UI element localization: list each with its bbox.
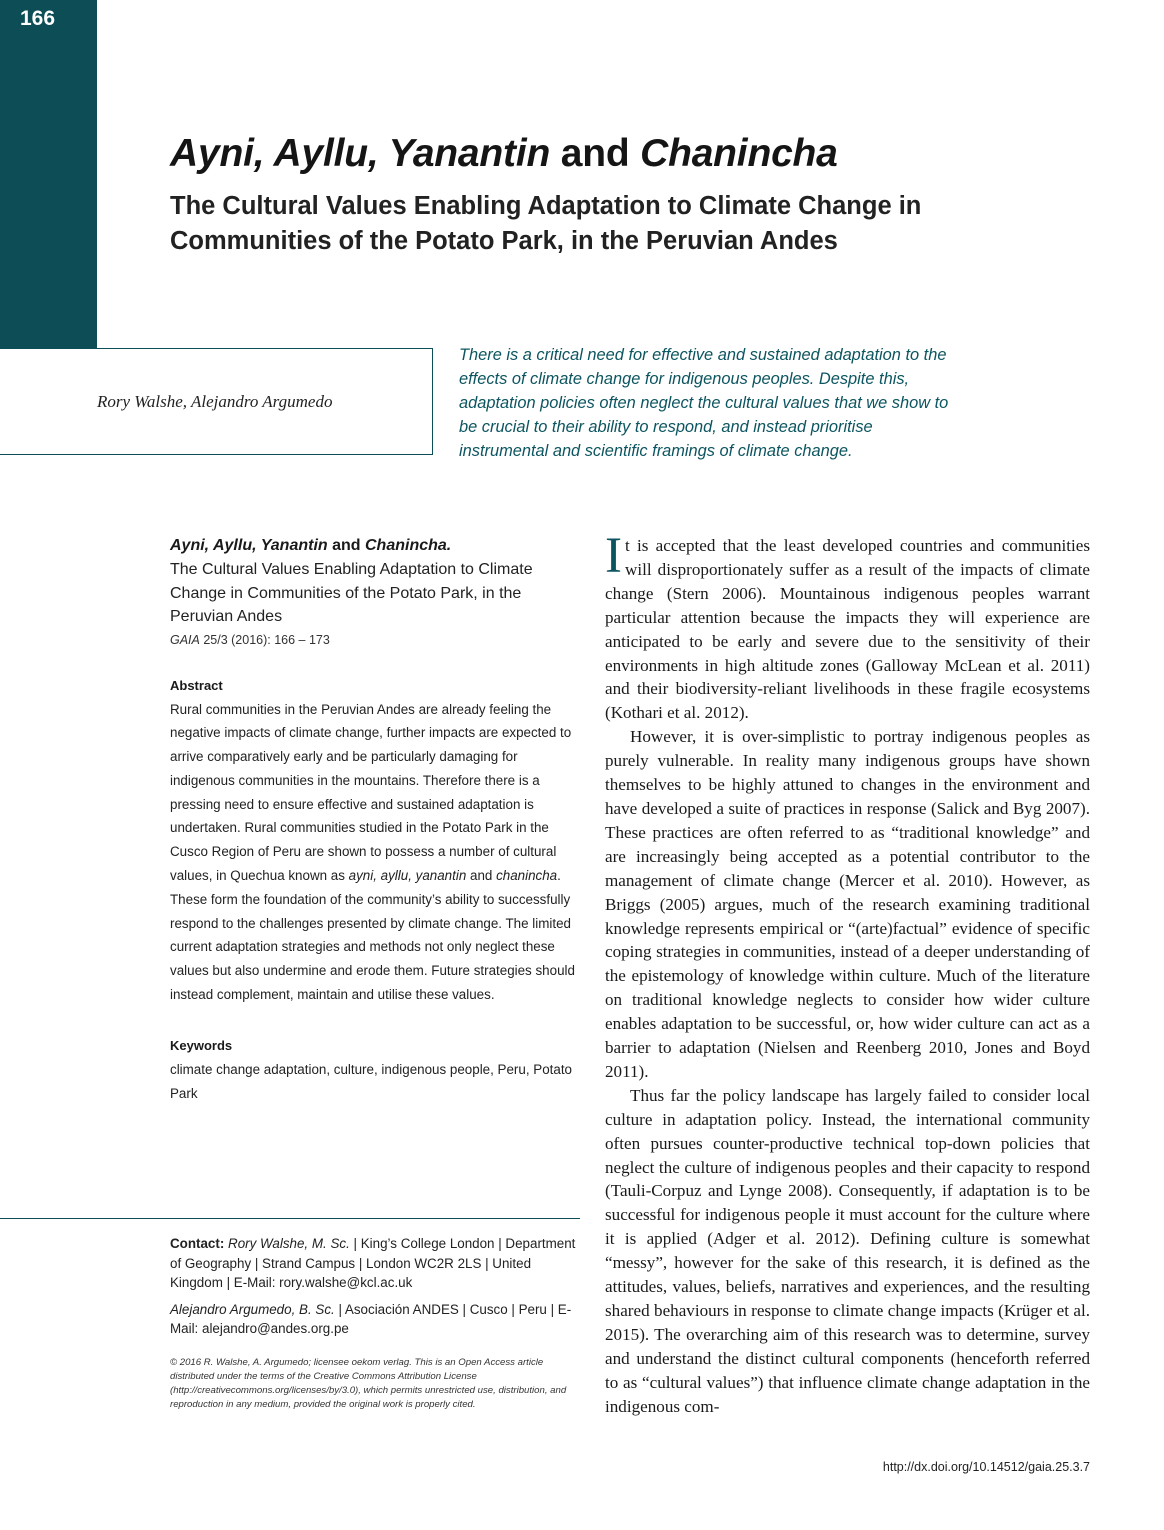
article-subtitle: The Cultural Values Enabling Adaptation to Climate Change in Communities of the Potato Park, in the Peruvian Andes	[170, 192, 922, 255]
reference-title	[170, 534, 585, 558]
contact-author-1	[170, 1234, 585, 1293]
reference-title-terms: Ayni, Ayllu, Yanantin	[170, 537, 328, 554]
body-paragraph-1	[605, 528, 1090, 725]
keywords-text: climate change adaptation, culture, indigenous people, Peru, Potato Park	[170, 1061, 572, 1101]
tagline: There is a critical need for effective and sustained adaptation to the effects of climate change for indigenous peoples. Despite this, adaptation policies often neglect the cultural values that we show to be crucial to their ability to respond, and instead prioritise instrumental and scientific framings of climate change.	[459, 346, 949, 460]
header-color-block	[0, 0, 97, 349]
body-paragraph-2: However, it is over-simplistic to portray indigenous peoples as purely vulnerable. In reality many indigenous groups have shown themselves to be highly attuned to changes in the environment and have developed a suite of practices in response (Salick and Byg 2007). These practices are often referred to as “traditional knowledge” and are increasingly being accepted as a potential contributor to the management of climate change (Mercer et al. 2010). However, as Briggs (2005) argues, much of the research examining traditional knowledge represents empirical or “(arte)factual” evidence of specific coping strategies in communities, instead of a deeper understanding of the epistemology of knowledge within culture. Much of the literature on traditional knowledge neglects to consider how wider culture enables adaptation to be successful, or, how wider culture can act as a barrier to adaptation (Nielsen and Reenberg 2010, Jones and Boyd 2011).	[605, 727, 1090, 1081]
doi-link[interactable]: http://dx.doi.org/10.14512/gaia.25.3.7	[882, 1460, 1090, 1474]
body-paragraph-3: Thus far the policy landscape has largely failed to consider local culture in adaptation policy. Instead, the international community often pursues counter-productive technical top-down policies that neglect the culture of indigenous peoples and their capacity to respond (Tauli-Corpuz and Lynge 2008). Consequently, if adaptation is to be successful for indigenous people it must account for the culture where it is applied (Adger et al. 2012). Defining culture is somewhat “messy”, however for the sake of this research, it is defined as the attitudes, values, beliefs, narratives and experiences, and the resulting shared behaviours in response to climate change impacts (Krüger et al. 2015). The overarching aim of this research was to determine, survey and understand the distinct cultural components (henceforth referred to as “cultural values”) that influence climate change adaptation in the indigenous com-	[605, 1085, 1090, 1416]
reference-citation	[170, 633, 585, 647]
abstract-term-1: ayni, ayllu, yanantin	[348, 868, 467, 884]
title-terms: Ayni, Ayllu, Yanantin	[170, 132, 551, 175]
contact-divider	[0, 1218, 580, 1219]
title-term-chanincha: Chanincha	[640, 132, 838, 175]
citation-details: 25/3 (2016): 166 – 173	[199, 632, 330, 647]
contact-name-2: Alejandro Argumedo, B. Sc.	[170, 1301, 335, 1317]
abstract-term-2: chanincha	[496, 868, 558, 884]
keywords-heading: Keywords	[170, 1037, 233, 1053]
reference-subtitle: The Cultural Values Enabling Adaptation to Climate Change in Communities of the Potato Park, in the Peruvian Andes	[170, 561, 533, 625]
reference-title-and: and	[327, 537, 365, 554]
article-info-column	[170, 534, 585, 1105]
contact-info	[170, 1234, 585, 1346]
abstract-part-2: and	[466, 868, 497, 884]
abstract-heading: Abstract	[170, 677, 223, 693]
authors: Rory Walshe, Alejandro Argumedo	[97, 392, 333, 411]
drop-cap: I	[605, 528, 622, 584]
abstract-text	[170, 698, 585, 1007]
contact-name-1: Rory Walshe, M. Sc.	[224, 1236, 350, 1251]
journal-name: GAIA	[170, 632, 200, 647]
article-title	[170, 132, 838, 176]
abstract-part-3: . These form the foundation of the community’s ability to successfully respond to the challenges presented by climate change. The limited current adaptation strategies and methods not only neglect these values but also undermine and erode them. Future strategies should instead complement, maintain and utilise these values.	[170, 868, 575, 1003]
license-text: © 2016 R. Walshe, A. Argumedo; licensee oekom verlag. This is an Open Access article distributed under the terms of the Creative Commons Attribution License (http://creativecommons.org/licenses/by/3.0), which permits unrestricted use, distribution, and reproduction in any medium, provided the original work is properly cited.	[170, 1357, 567, 1410]
body-paragraph-1-text: t is accepted that the least developed countries and communities will disproportionately suffer as a result of the impacts of climate change (Stern 2006). Mountainous indigenous peoples warrant particular attention because the impacts they will experience are anticipated to be early and severe due to the sensitivity of their environments in high altitude zones (Galloway McLean et al. 2011) and their biodiversity-reliant livelihoods in these fragile ecosystems (Kothari et al. 2012).	[605, 536, 1090, 723]
contact-details-2: | Asociación ANDES | Cusco | Peru | E-Mail: alejandro@andes.org.pe	[170, 1301, 572, 1336]
contact-author-2	[170, 1300, 585, 1339]
page-number: 166	[20, 7, 56, 30]
reference-title-term: Chanincha.	[365, 537, 452, 554]
contact-label: Contact:	[170, 1236, 225, 1251]
contact-details-1: | King’s College London | Department of Geography | Strand Campus | London WC2R 2LS | United Kingdom | E-Mail: rory.walshe@kcl.ac.uk	[170, 1236, 576, 1290]
title-and: and	[550, 132, 641, 175]
article-body	[605, 528, 1090, 1419]
abstract-part-1: Rural communities in the Peruvian Andes are already feeling the negative impacts of climate change, further impacts are expected to arrive comparatively early and be particularly damaging for indigenous communities in the mountains. Therefore there is a pressing need to ensure effective and sustained adaptation is undertaken. Rural communities studied in the Potato Park in the Cusco Region of Peru are shown to possess a number of cultural values, in Quechua known as	[170, 701, 572, 884]
